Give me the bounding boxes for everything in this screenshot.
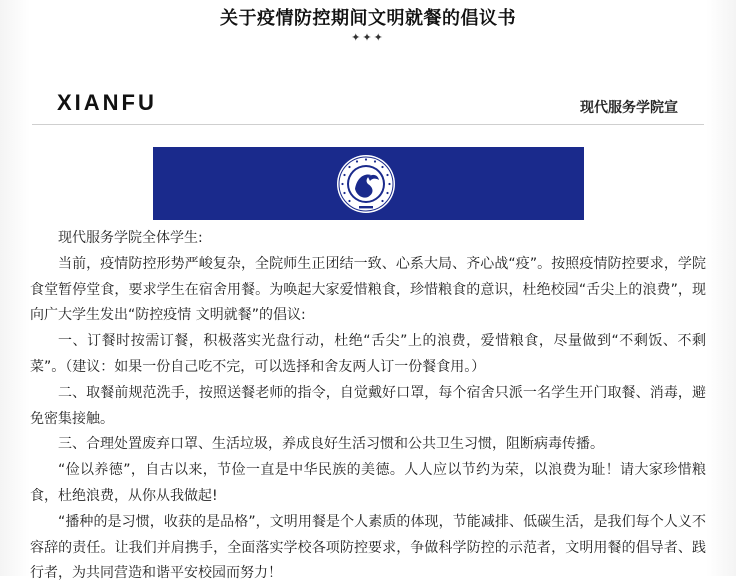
paragraph-item-1: 一、订餐时按需订餐，积极落实光盘行动，杜绝“舌尖”上的浪费，爱惜粮食，尽量做到“不剩饭、不剩菜”。（建议：如果一份自己吃不完，可以选择和舍友两人订一份餐食用。）: [30, 333, 706, 375]
paragraph-item-3: 三、合理处置废弃口罩、生活垃圾，养成良好生活习惯和公共卫生习惯，阻断病毒传播。: [58, 436, 604, 453]
paragraph-thrift: “俭以养德”，自古以来，节俭一直是中华民族的美德。人人应以节约为荣，以浪费为耻！请大家珍惜粮食，杜绝浪费，从你从我做起!: [30, 462, 706, 504]
logo-banner: [153, 147, 584, 220]
department-label: 现代服务学院宣: [580, 100, 678, 116]
salutation: 现代服务学院全体学生:: [58, 230, 203, 246]
document-title: 关于疫情防控期间文明就餐的倡议书: [220, 8, 516, 29]
paragraph-closing: “播种的是习惯，收获的是品格”，文明用餐是个人素质的体现，节能减排、低碳生活，是我们每个人义不容辞的责任。让我们并肩携手，全面落实学校各项防控要求，争做科学防控的示范者，文明用餐的倡导者、践行者，为共同营造和谐平安校园而努力！: [30, 513, 706, 582]
header-divider: [32, 124, 704, 125]
title-ornament: ✦✦✦: [351, 31, 385, 44]
brand-wordmark: XIANFU: [57, 90, 157, 115]
page-margin-left: [0, 0, 30, 576]
paragraph-intro: 当前，疫情防控形势严峻复杂，全院师生正团结一致、心系大局、齐心战“疫”。按照疫情防控要求，学院食堂暂停堂食，要求学生在宿舍用餐。为唤起大家爱惜粮食，珍惜粮食的意识，杜绝校园“舌尖上的浪费”，现向广大学生发出“防控疫情 文明就餐”的倡议:: [30, 255, 706, 324]
university-seal-icon: [335, 153, 397, 215]
document-page: [30, 0, 706, 582]
page-margin-right: [706, 0, 736, 576]
paragraph-item-2: 二、取餐前规范洗手，按照送餐老师的指令，自觉戴好口罩，每个宿舍只派一名学生开门取餐、消毒，避免密集接触。: [30, 384, 706, 427]
letter-body: [30, 226, 706, 587]
